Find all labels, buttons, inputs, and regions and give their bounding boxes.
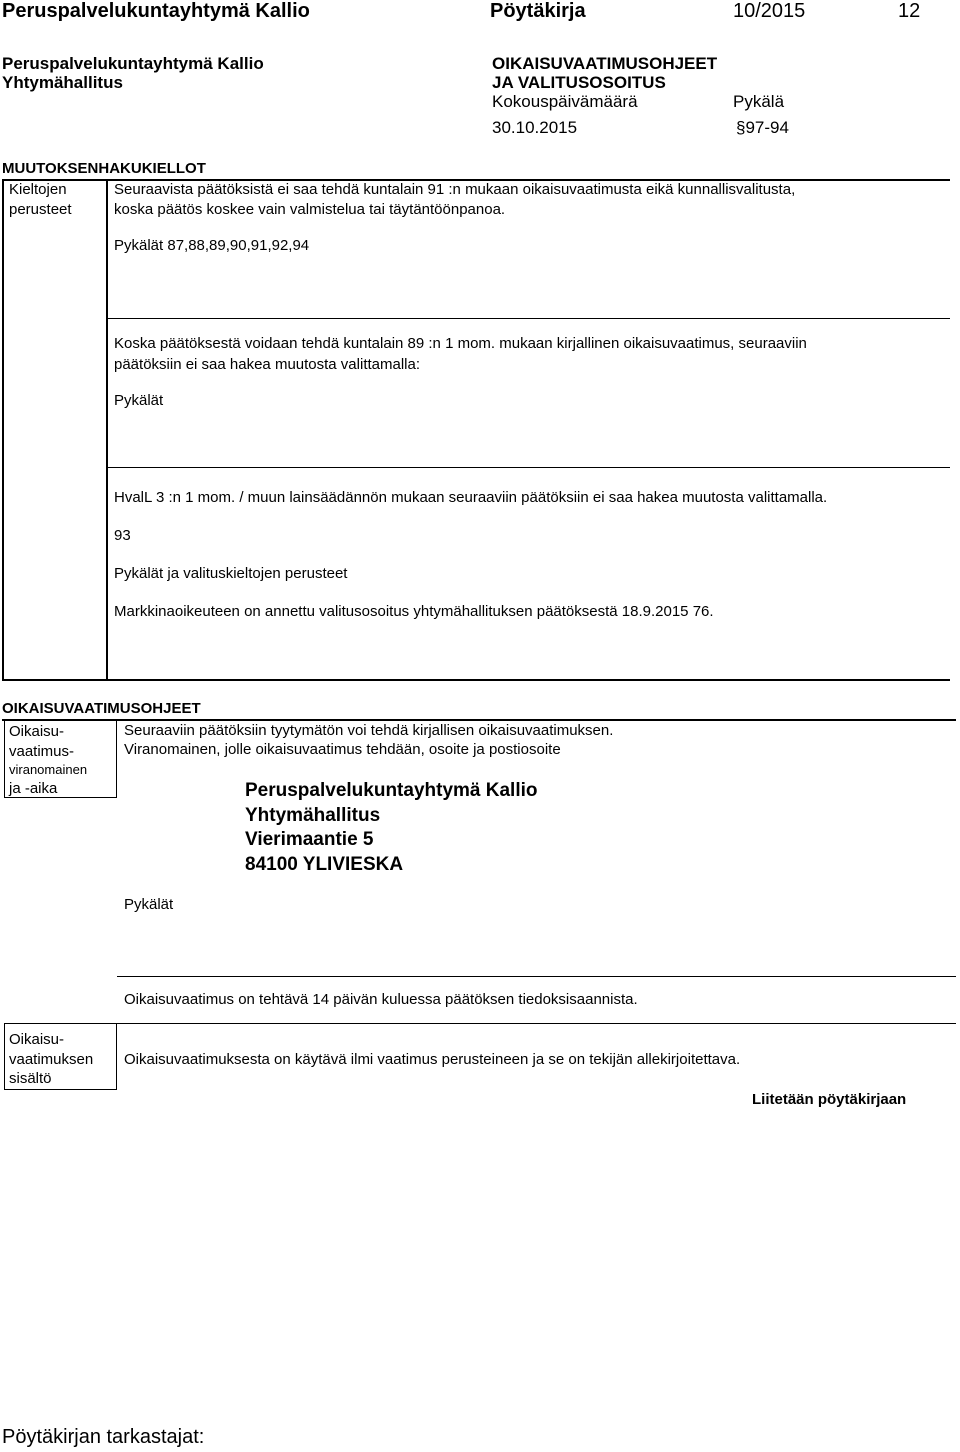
restrictions-p3-sections: Pykälät ja valituskieltojen perusteet xyxy=(114,565,348,582)
section-heading-line2: JA VALITUSOSOITUS xyxy=(492,73,666,92)
rectification-label-line1: Oikaisu- xyxy=(9,723,65,740)
restrictions-p2-line2: päätöksiin ei saa hakea muutosta valittamalla: xyxy=(114,356,421,373)
rectification-label-line4: ja -aika xyxy=(9,780,58,797)
governing-body: Yhtymähallitus xyxy=(2,73,123,92)
authority-address-line2: Yhtymähallitus xyxy=(245,805,381,826)
sub-org-name: Peruspalvelukuntayhtymä Kallio xyxy=(2,54,264,73)
content-box-left xyxy=(4,1023,5,1090)
rectification-label-line3: viranomainen xyxy=(9,762,88,777)
org-name-title: Peruspalvelukuntayhtymä Kallio xyxy=(2,0,310,22)
restrictions-column-divider xyxy=(106,179,108,681)
rectification-sections: Pykälät xyxy=(124,896,174,913)
restrictions-label-line1: Kieltojen xyxy=(9,181,67,198)
content-box-top xyxy=(4,1023,956,1024)
restrictions-p1-sections: Pykälät 87,88,89,90,91,92,94 xyxy=(114,237,310,254)
rectification-label-box-left xyxy=(4,721,5,798)
restrictions-label-line2: perusteet xyxy=(9,201,72,218)
section-label: Pykälä xyxy=(733,92,785,111)
restrictions-p3-number: 93 xyxy=(114,527,131,544)
section-heading-line1: OIKAISUVAATIMUSOHJEET xyxy=(492,54,718,73)
meeting-date: 30.10.2015 xyxy=(492,118,578,137)
rectification-deadline: Oikaisuvaatimus on tehtävä 14 päivän kuluessa päätöksen tiedoksisaannista. xyxy=(124,991,638,1008)
rectification-line1: Seuraaviin päätöksiin tyytymätön voi tehdä kirjallisen oikaisuvaatimuksen. xyxy=(124,722,614,739)
restrictions-row-divider-2 xyxy=(108,467,950,468)
content-label-line2: vaatimuksen xyxy=(9,1051,94,1068)
restrictions-p2-line1: Koska päätöksestä voidaan tehdä kuntalain 89 :n 1 mom. mukaan kirjallinen oikaisuvaatimus, seuraaviin xyxy=(114,335,807,352)
content-requirement-text: Oikaisuvaatimuksesta on käytävä ilmi vaatimus perusteineen ja se on tekijän allekirjoitettava. xyxy=(124,1051,741,1068)
content-box-divider xyxy=(116,1023,117,1090)
restrictions-bottom-border xyxy=(2,679,950,681)
restrictions-p2-sections: Pykälät xyxy=(114,392,164,409)
issue-number: 10/2015 xyxy=(733,0,806,22)
restrictions-p3-note: Markkinaoikeuteen on annettu valitusosoitus yhtymähallituksen päätöksestä 18.9.2015 76. xyxy=(114,603,714,620)
section-range: §97-94 xyxy=(736,118,789,137)
section-sign-icon: § xyxy=(736,118,746,137)
authority-address-line4: 84100 YLIVIESKA xyxy=(245,854,404,875)
content-label-line1: Oikaisu- xyxy=(9,1031,65,1048)
meeting-date-label: Kokouspäivämäärä xyxy=(492,92,638,111)
rectification-label-box-right xyxy=(116,721,117,798)
rectification-deadline-divider xyxy=(117,976,956,977)
rectification-label-line2: vaatimus- xyxy=(9,743,75,760)
document-type: Pöytäkirja xyxy=(490,0,586,22)
authority-address-line3: Vierimaantie 5 xyxy=(245,829,374,850)
page-number: 12 xyxy=(898,0,921,22)
restrictions-row-divider-1 xyxy=(108,318,950,319)
reviewers-label: Pöytäkirjan tarkastajat: xyxy=(2,1426,205,1448)
restrictions-p1-line2: koska päätös koskee vain valmistelua tai täytäntöönpanoa. xyxy=(114,201,506,218)
authority-address-line1: Peruspalvelukuntayhtymä Kallio xyxy=(245,780,538,801)
restrictions-left-border xyxy=(2,179,4,681)
restrictions-section-title: MUUTOKSENHAKUKIELLOT xyxy=(2,160,206,177)
attach-note: Liitetään pöytäkirjaan xyxy=(752,1091,907,1108)
restrictions-p1-line1: Seuraavista päätöksistä ei saa tehdä kuntalain 91 :n mukaan oikaisuvaatimusta eikä kunnallisvalitusta, xyxy=(114,181,796,198)
rectification-line2: Viranomainen, jolle oikaisuvaatimus tehdään, osoite ja postiosoite xyxy=(124,741,561,758)
restrictions-p3-line1: HvalL 3 :n 1 mom. / muun lainsäädännön mukaan seuraaviin päätöksiin ei saa hakea muutosta valittamalla. xyxy=(114,489,828,506)
rectification-section-title: OIKAISUVAATIMUSOHJEET xyxy=(2,700,201,717)
content-label-line3: sisältö xyxy=(9,1070,52,1087)
content-box-bottom xyxy=(4,1089,117,1090)
